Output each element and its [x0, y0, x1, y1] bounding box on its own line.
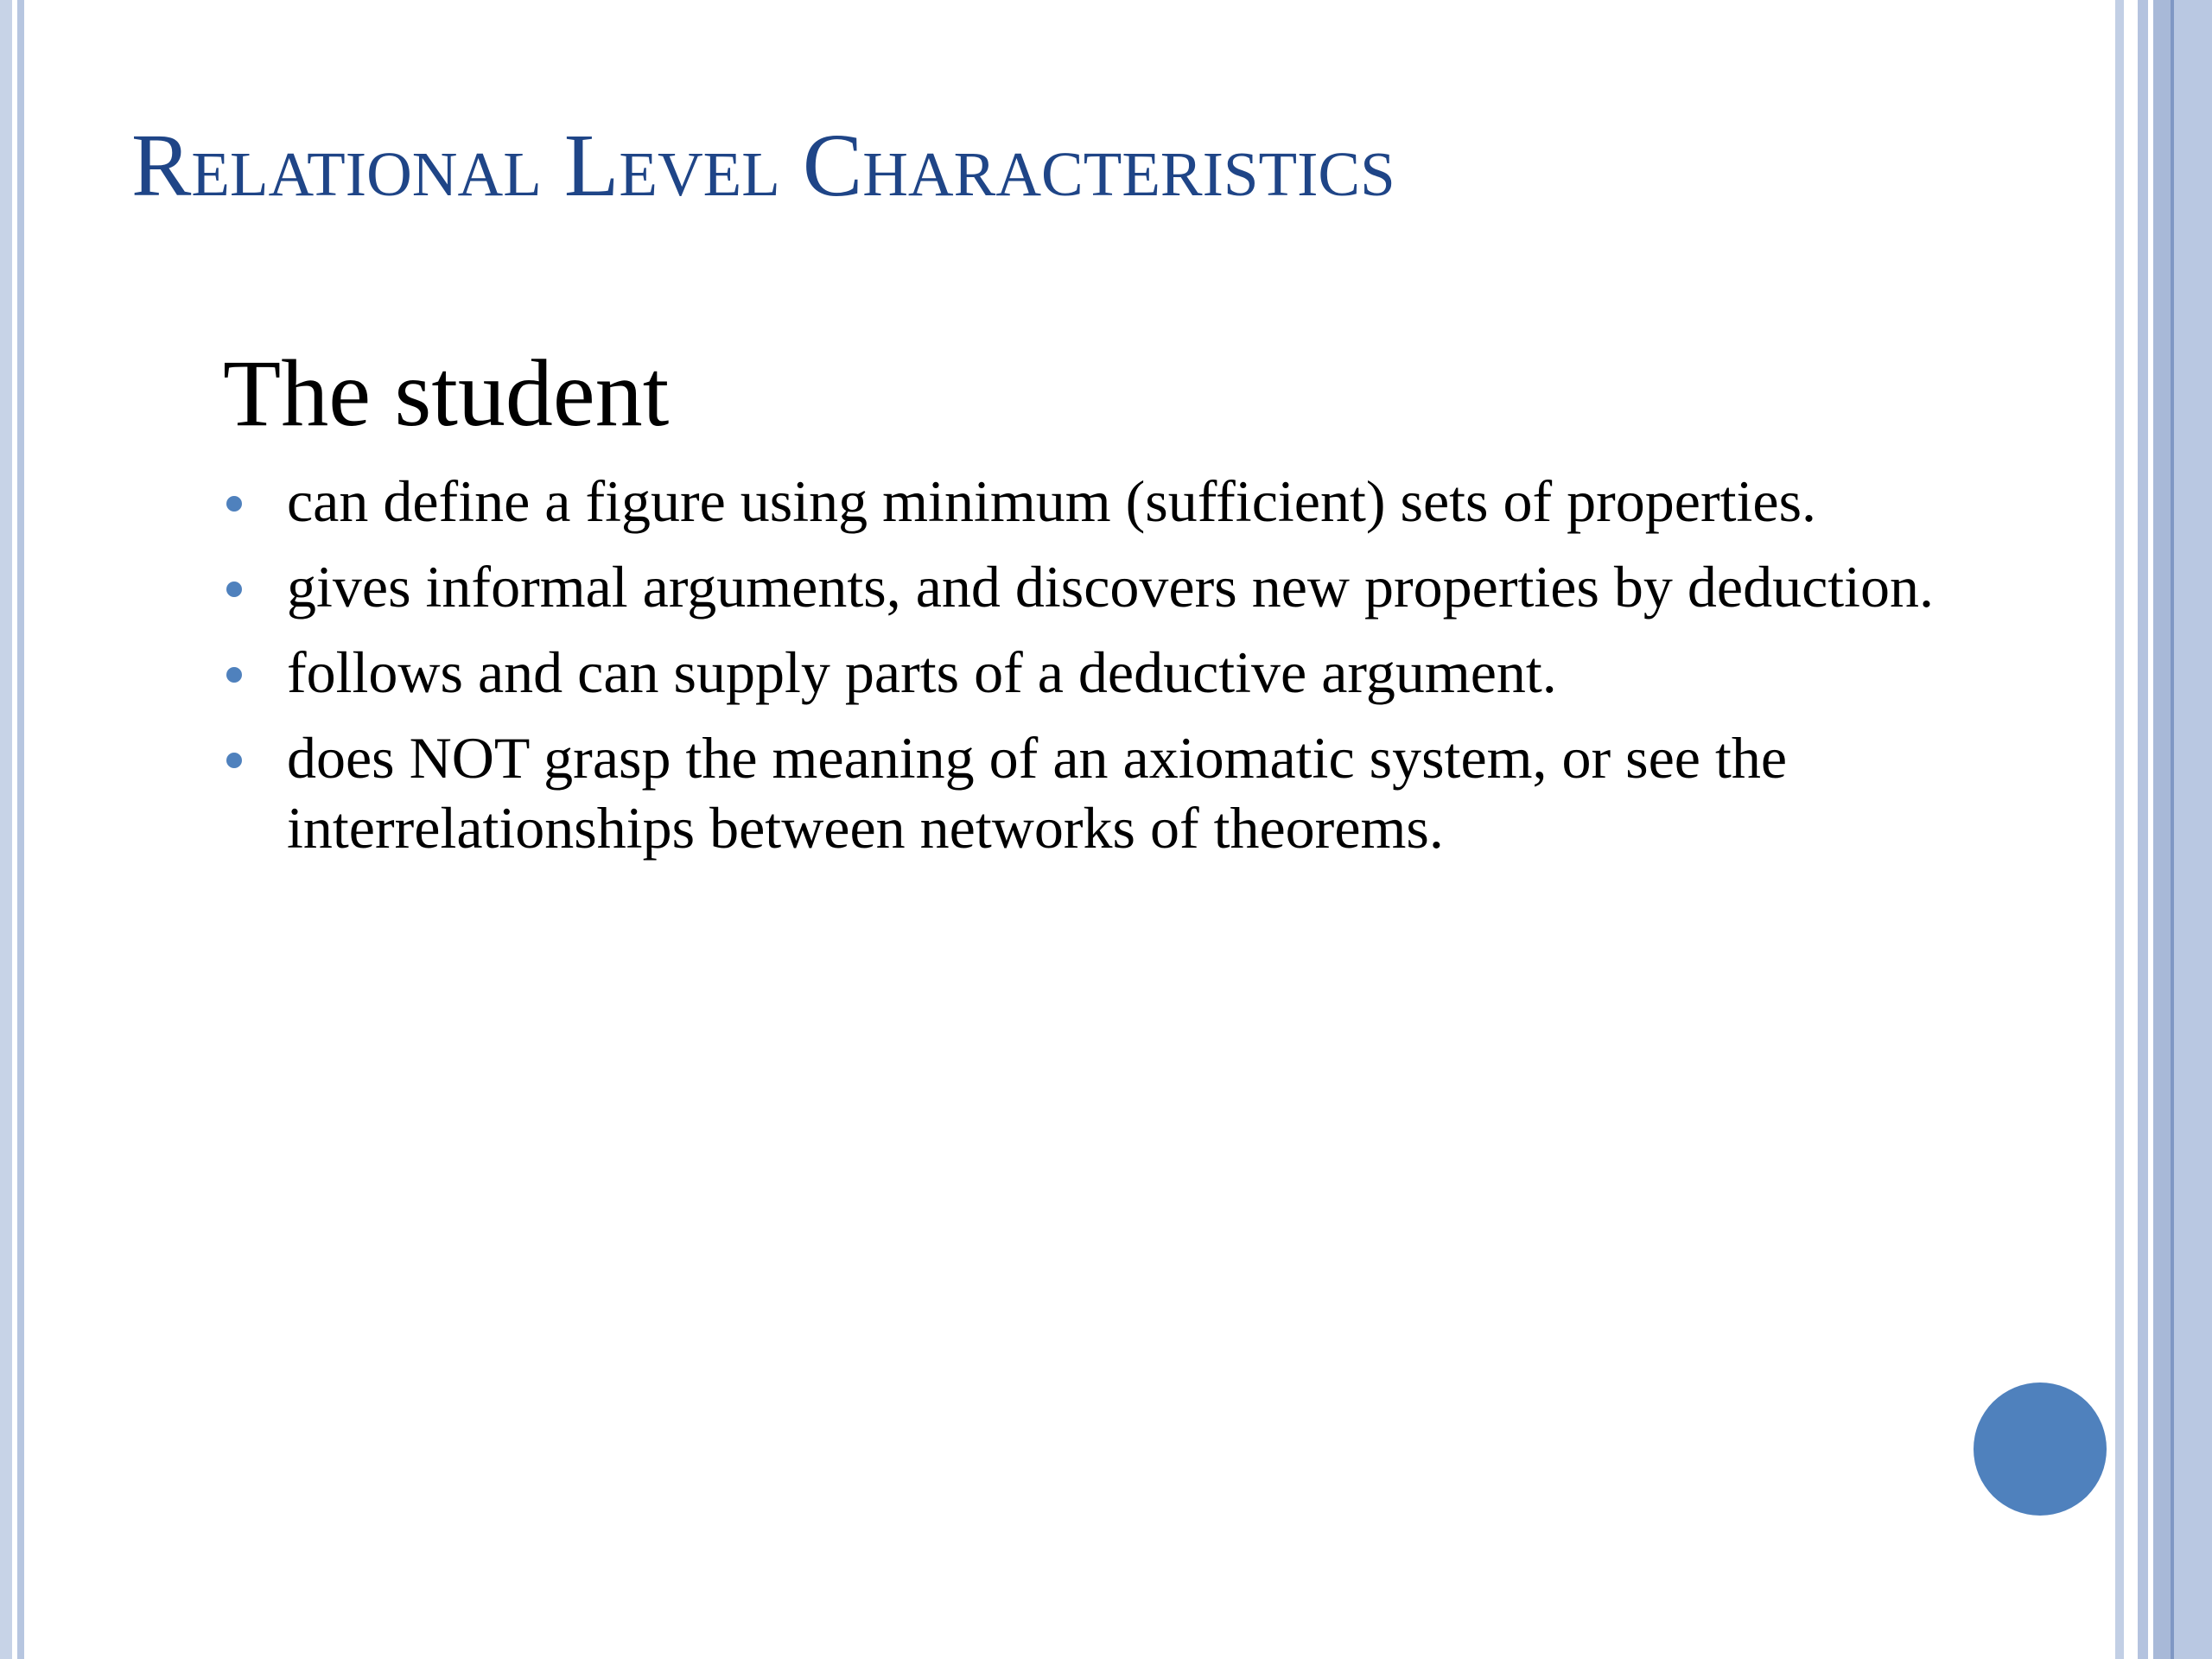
bullet-dot-icon: [226, 582, 242, 597]
left-border-line-inner: [17, 0, 24, 1659]
slide-subtitle: The student: [223, 340, 670, 446]
bullet-text: does NOT grasp the meaning of an axiomatic system, or see the interrelationships between networks of theorems.: [287, 725, 1788, 861]
bullet-text: gives informal arguments, and discovers new properties by deduction.: [287, 554, 1935, 620]
bullet-dot-icon: [226, 667, 242, 683]
left-border-line: [0, 0, 12, 1659]
right-border-band: [2153, 0, 2171, 1659]
slide-title: Relational Level Characteristics: [131, 116, 1395, 215]
bullet-dot-icon: [226, 753, 242, 768]
decorative-circle-icon: [1974, 1382, 2107, 1516]
bullet-list: [223, 467, 1951, 879]
bullet-text: can define a figure using minimum (sufficient) sets of properties.: [287, 468, 1817, 534]
bullet-item: [223, 467, 1951, 537]
bullet-item: [223, 723, 1951, 863]
right-border-band: [2115, 0, 2124, 1659]
bullet-dot-icon: [226, 496, 242, 512]
bullet-item: [223, 638, 1951, 708]
right-border-gap: [2124, 0, 2138, 1659]
right-border-band: [2138, 0, 2148, 1659]
bullet-item: [223, 552, 1951, 622]
bullet-text: follows and can supply parts of a deductive argument.: [287, 639, 1557, 705]
right-border-band: [2174, 0, 2212, 1659]
